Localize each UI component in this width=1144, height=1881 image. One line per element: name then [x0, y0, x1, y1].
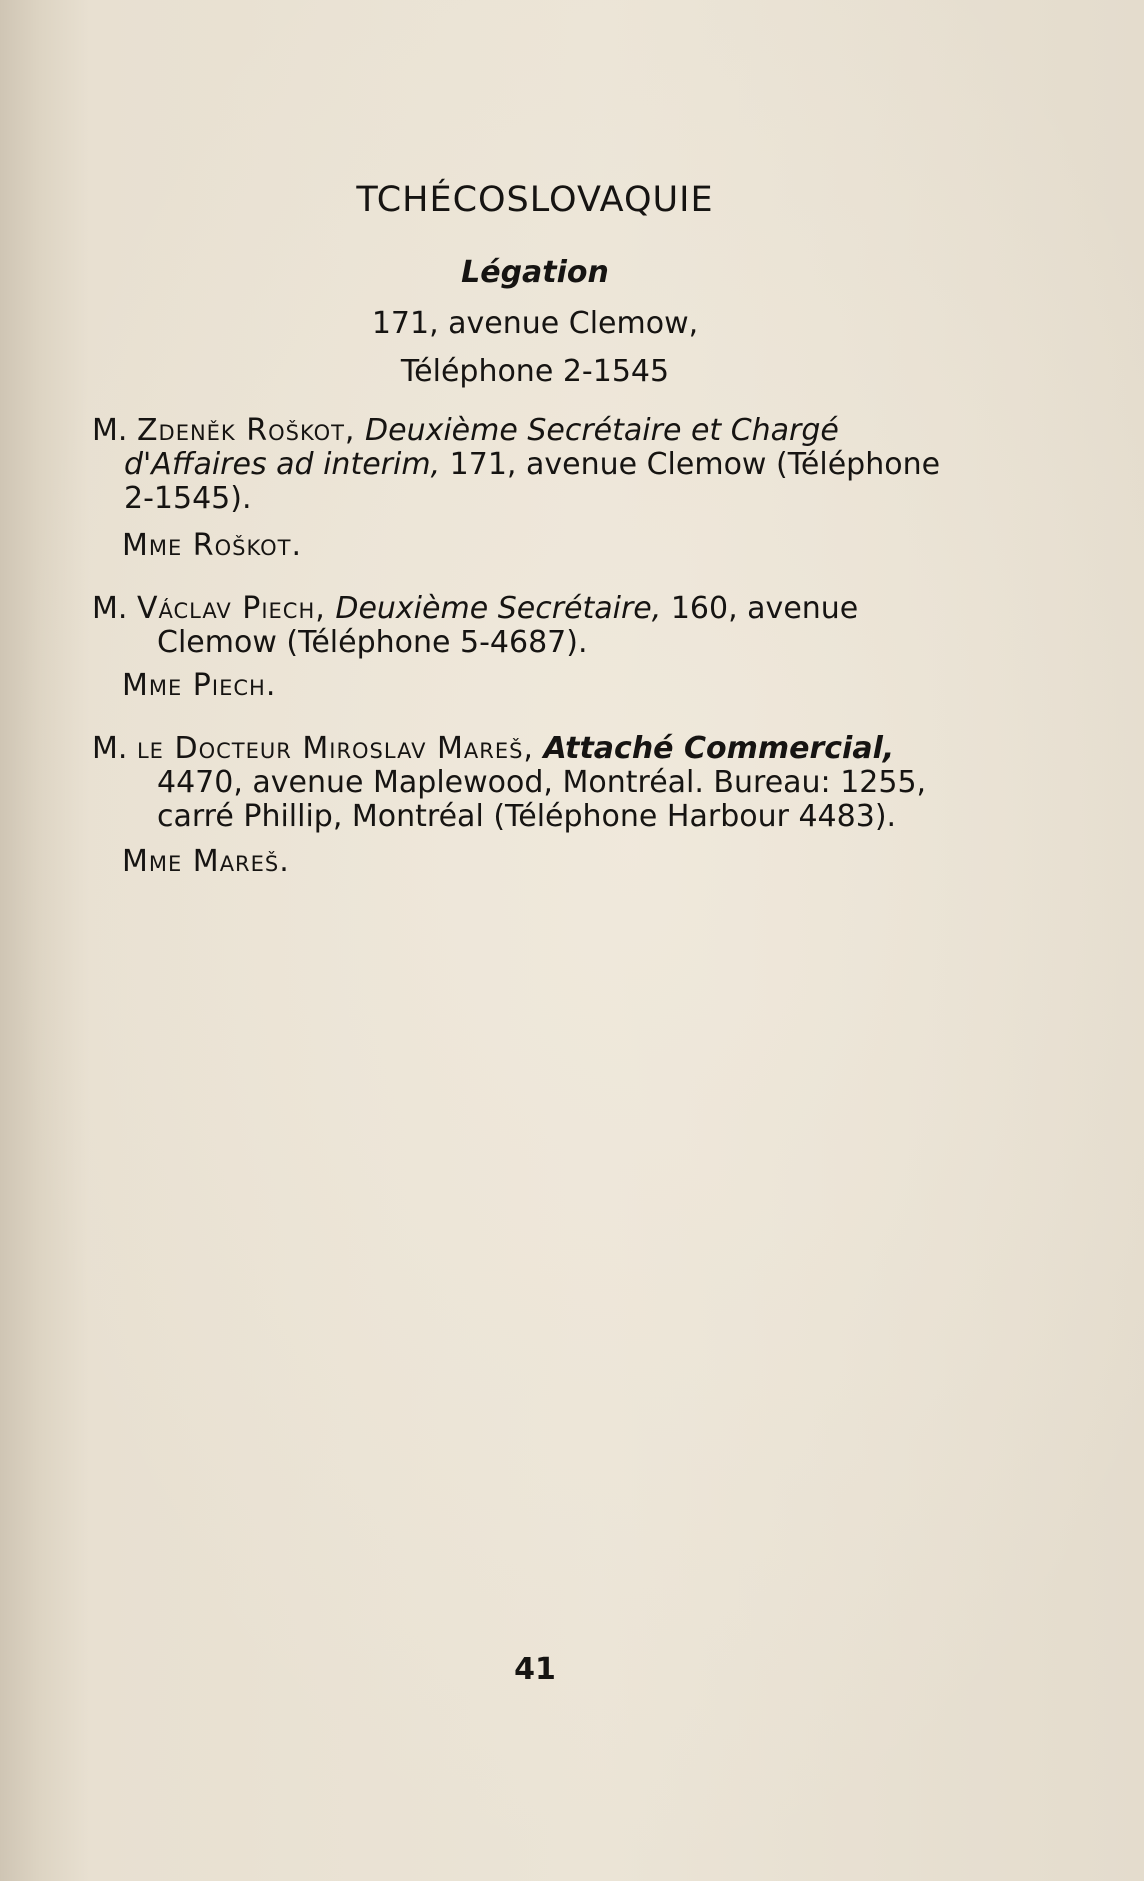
person-title: Attaché Commercial,: [543, 731, 895, 766]
person-title: Deuxième Secrétaire,: [335, 591, 662, 626]
spouse-piech: Mme Piech.: [122, 668, 277, 703]
legation-telephone: Téléphone 2-1545: [400, 354, 670, 389]
person-title: Deuxième Secrétaire et Chargé: [365, 413, 839, 448]
entry-line: [92, 448, 992, 482]
section-heading: Légation: [461, 255, 609, 290]
entry-prefix: M.: [92, 731, 128, 766]
person-detail-cont: 2-1545).: [124, 481, 252, 516]
person-title-cont: d'Affaires ad interim,: [124, 447, 441, 482]
entry-piech: [92, 592, 992, 660]
person-detail: 171, avenue Clemow (Téléphone: [449, 447, 941, 482]
entry-line: [92, 626, 992, 660]
spouse-roskot: Mme Roškot.: [122, 528, 303, 563]
entry-line: [92, 482, 992, 516]
entry-roskot: [92, 414, 992, 516]
spouse-mares: Mme Mareš.: [122, 844, 290, 879]
person-name: le Docteur Miroslav Mareš,: [136, 731, 534, 766]
entry-mares: [92, 732, 992, 834]
person-detail-cont: carré Phillip, Montréal (Téléphone Harbour 4483).: [157, 799, 897, 834]
entry-line: [92, 414, 992, 448]
entry-line: [92, 800, 992, 834]
legation-address: 171, avenue Clemow,: [371, 306, 699, 341]
person-detail: 4470, avenue Maplewood, Montréal. Bureau: 1255,: [157, 765, 927, 800]
entry-line: [92, 592, 992, 626]
person-detail: 160, avenue: [670, 591, 859, 626]
entry-prefix: M.: [92, 591, 128, 626]
person-name: Václav Piech,: [136, 591, 326, 626]
page-number: 41: [514, 1652, 556, 1687]
entry-line: [92, 766, 992, 800]
person-name: Zdeněk Roškot,: [136, 413, 356, 448]
person-detail-cont: Clemow (Téléphone 5-4687).: [157, 625, 588, 660]
entry-line: [92, 732, 992, 766]
country-heading: TCHÉCOSLOVAQUIE: [356, 180, 714, 220]
entry-prefix: M.: [92, 413, 128, 448]
